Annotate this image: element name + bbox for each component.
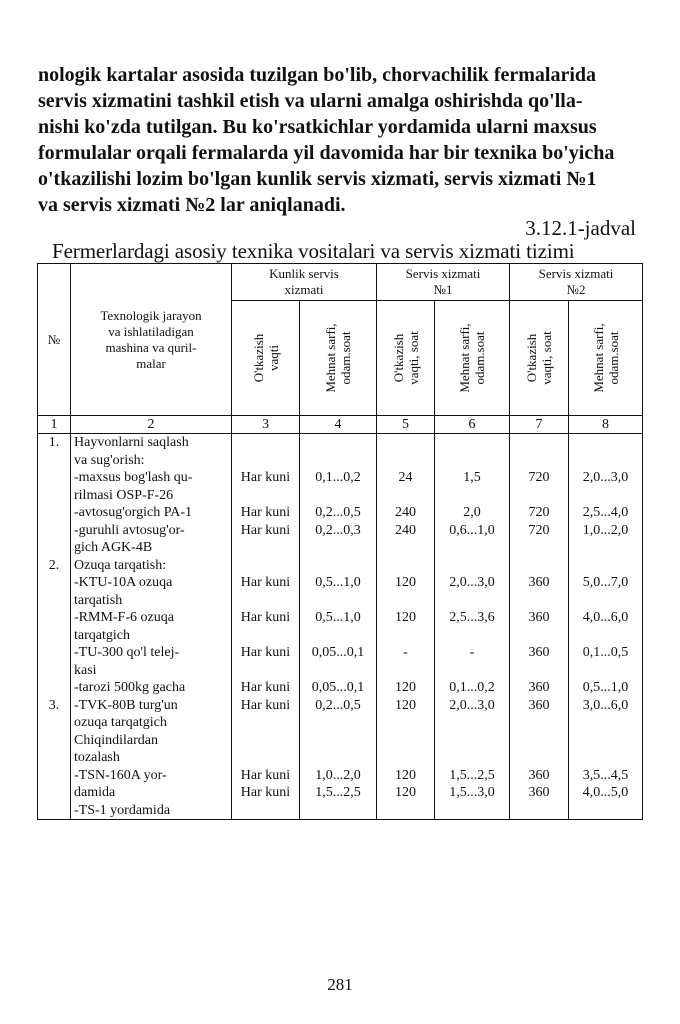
column-number-row — [38, 416, 643, 434]
cell-c8: 3,5...4,5 — [582, 767, 629, 783]
col-no — [38, 434, 71, 820]
vert-line: O'tkazish — [250, 333, 266, 383]
cell-c6 — [435, 592, 509, 610]
cell-c7: 360 — [528, 680, 550, 695]
cell-name: -maxsus bog'lash qu- — [74, 470, 193, 485]
vert-line: odam.soat — [472, 331, 487, 385]
cell-c7 — [510, 557, 568, 575]
cell-c8: 2,0...3,0 — [582, 470, 629, 485]
cell-c3 — [232, 487, 299, 505]
col-s1-labor — [435, 434, 510, 820]
cell-c5 — [377, 487, 434, 505]
cell-c3 — [232, 434, 299, 452]
cell-c5: 24 — [398, 470, 413, 485]
paragraph-line: servis xizmatini tashkil etish va ularni amalga oshirishda qo'lla- — [38, 90, 583, 112]
cell-c4 — [300, 557, 376, 575]
cell-c6: 0,6...1,0 — [449, 522, 495, 538]
cell-c3 — [232, 592, 299, 610]
cell-no — [38, 679, 70, 697]
cell-c3 — [232, 627, 299, 645]
cell-name: -avtosug'orgich PA-1 — [74, 505, 193, 520]
cell-c8 — [569, 487, 642, 505]
cell-c5 — [377, 539, 434, 557]
cell-no — [38, 784, 70, 802]
cell-c5: 120 — [395, 575, 416, 590]
cell-c8: 4,0...5,0 — [582, 785, 629, 800]
cell-no — [38, 749, 70, 767]
header-line: Kunlik servis — [269, 266, 339, 281]
header-no: № — [38, 264, 71, 416]
cell-name: -tarozi 500kg gacha — [74, 680, 186, 695]
cell-c6 — [435, 662, 509, 680]
cell-c8 — [569, 802, 642, 820]
cell-name: -TS-1 yordamida — [74, 802, 171, 818]
service-table — [37, 263, 643, 820]
cell-c8 — [569, 592, 642, 610]
cell-name: Ozuqa tarqatish: — [74, 557, 167, 573]
cell-c5 — [377, 732, 434, 750]
cell-name: -TVK-80B turg'un — [74, 697, 178, 713]
cell-c4: 0,5...1,0 — [315, 575, 361, 590]
cell-c3: Har kuni — [240, 505, 291, 520]
header-line: Servis xizmati — [538, 266, 614, 281]
cell-c7: 720 — [528, 470, 550, 485]
header-line: xizmati — [284, 282, 324, 297]
cell-no — [38, 802, 70, 820]
cell-c5 — [377, 662, 434, 680]
cell-no — [38, 609, 70, 627]
cell-c7: 360 — [528, 575, 550, 590]
cell-c8: 4,0...6,0 — [582, 610, 629, 625]
vert-line: Mehnat sarfi, — [590, 323, 606, 393]
cell-c8 — [569, 539, 642, 557]
cell-c4 — [300, 592, 376, 610]
cell-c8: 0,5...1,0 — [582, 680, 629, 695]
cell-c3: Har kuni — [240, 785, 291, 800]
cell-name: Hayvonlarni saqlash — [74, 435, 189, 450]
cell-name: ozuqa tarqatgich — [74, 715, 167, 730]
cell-c4 — [300, 627, 376, 645]
cell-c7: 360 — [528, 610, 550, 625]
cell-c5: - — [403, 645, 408, 660]
cell-c8 — [569, 557, 642, 575]
cell-c8 — [569, 434, 642, 452]
cell-c3: Har kuni — [240, 522, 291, 538]
cell-c5 — [377, 452, 434, 470]
cell-c4: 0,1...0,2 — [315, 470, 361, 485]
cell-c5 — [377, 749, 434, 767]
cell-c7 — [510, 802, 568, 820]
header-line: №1 — [433, 282, 453, 297]
vert-line: vaqti — [265, 345, 281, 371]
cell-no — [38, 767, 70, 785]
cell-no — [38, 644, 70, 662]
cell-c3 — [232, 557, 299, 575]
cell-c4 — [300, 749, 376, 767]
cell-c7 — [510, 732, 568, 750]
cell-name: damida — [74, 785, 116, 800]
paragraph-line: o'tkazilishi lozim bo'lgan kunlik servis xizmati, servis xizmati №1 — [38, 168, 597, 190]
col-daily-labor — [300, 434, 377, 820]
col-s2-labor — [569, 434, 643, 820]
header-daily-labor — [300, 301, 377, 416]
paragraph-line: nologik kartalar asosida tuzilgan bo'lib, chorvachilik fermalarida — [38, 64, 597, 86]
cell-c3: Har kuni — [240, 575, 291, 590]
cell-c5 — [377, 627, 434, 645]
cell-c3 — [232, 732, 299, 750]
col-name — [71, 434, 232, 820]
cell-c6 — [435, 487, 509, 505]
cell-c5 — [377, 714, 434, 732]
body-paragraph — [38, 62, 642, 218]
cell-name: kasi — [74, 662, 97, 678]
paragraph-line: va servis xizmati №2 lar aniqlanadi. — [38, 194, 346, 216]
cell-name: Chiqindilardan — [74, 732, 158, 748]
cell-c3: Har kuni — [240, 767, 291, 783]
cell-c6: 2,0...3,0 — [449, 697, 495, 713]
cell-c6 — [435, 749, 509, 767]
header-process-line: va ishlatiladigan — [108, 323, 194, 339]
cell-c6: 2,0...3,0 — [449, 575, 495, 590]
paragraph-line: formulalar orqali fermalarda yil davomida har bir texnika bo'yicha — [38, 142, 615, 164]
cell-no — [38, 452, 70, 470]
cell-c4 — [300, 662, 376, 680]
cell-c7 — [510, 627, 568, 645]
col-s2-time — [510, 434, 569, 820]
table-number: 3.12.1-jadval — [525, 216, 636, 240]
table-body — [38, 434, 643, 820]
cell-c6: 1,5...3,0 — [449, 785, 495, 800]
cell-c4: 0,05...0,1 — [311, 645, 365, 660]
cell-no — [38, 487, 70, 505]
col-s1-time — [377, 434, 435, 820]
cell-c6: - — [469, 645, 475, 660]
vert-line: O'tkazish — [390, 333, 406, 383]
cell-c4: 0,5...1,0 — [315, 610, 361, 625]
header-process-line: mashina va quril- — [105, 339, 197, 355]
header-daily-time — [232, 301, 300, 416]
cell-name: -TSN-160A yor- — [74, 767, 167, 783]
cell-no — [38, 662, 70, 680]
table-title: Fermerlardagi asosiy texnika vositalari va servis xizmati tizimi — [52, 239, 575, 263]
cell-no — [38, 732, 70, 750]
cell-c5: 240 — [395, 522, 416, 538]
cell-c3 — [232, 749, 299, 767]
cell-c4 — [300, 487, 376, 505]
cell-c4 — [300, 802, 376, 820]
column-number: 8 — [569, 416, 643, 434]
cell-c5 — [377, 557, 434, 575]
cell-no — [38, 522, 70, 540]
cell-c3: Har kuni — [240, 610, 291, 625]
cell-c4 — [300, 732, 376, 750]
header-service-1 — [377, 264, 510, 301]
cell-c6: 0,1...0,2 — [449, 680, 495, 695]
column-number: 3 — [232, 416, 300, 434]
col-daily-time — [232, 434, 300, 820]
cell-name: tarqatgich — [74, 627, 130, 643]
column-number: 2 — [71, 416, 232, 434]
header-s1-labor — [435, 301, 510, 416]
cell-c4 — [300, 452, 376, 470]
cell-c6 — [435, 732, 509, 750]
cell-c8 — [569, 662, 642, 680]
header-s2-time — [510, 301, 569, 416]
cell-c3 — [232, 802, 299, 820]
vert-line: O'tkazish — [524, 333, 539, 383]
header-s2-labor — [569, 301, 643, 416]
cell-no — [38, 504, 70, 522]
cell-no — [38, 592, 70, 610]
header-process — [71, 264, 232, 416]
cell-c8: 3,0...6,0 — [582, 697, 629, 713]
cell-c6: 1,5...2,5 — [449, 767, 495, 783]
cell-c6: 1,5 — [463, 470, 481, 485]
header-process-line: malar — [136, 355, 166, 371]
cell-c5 — [377, 434, 434, 452]
cell-c7 — [510, 487, 568, 505]
cell-c4: 0,2...0,3 — [315, 522, 361, 538]
vert-line: vaqti, soat — [405, 331, 421, 385]
cell-no: 1. — [48, 435, 60, 450]
cell-c5 — [377, 802, 434, 820]
column-number: 6 — [435, 416, 510, 434]
header-s1-time — [377, 301, 435, 416]
cell-name: tozalash — [74, 750, 120, 765]
cell-c6 — [435, 627, 509, 645]
cell-no — [38, 574, 70, 592]
cell-name: -TU-300 qo'l telej- — [74, 645, 180, 660]
cell-c7: 720 — [528, 522, 550, 538]
cell-c4: 1,5...2,5 — [315, 785, 361, 800]
cell-no — [38, 714, 70, 732]
cell-c7 — [510, 749, 568, 767]
vert-line: Mehnat sarfi, — [323, 323, 338, 393]
cell-c4 — [300, 714, 376, 732]
cell-c3: Har kuni — [240, 697, 291, 713]
cell-c5: 240 — [395, 505, 416, 520]
page-number: 281 — [327, 975, 353, 994]
cell-c6 — [435, 452, 509, 470]
vert-line: Mehnat sarfi, — [457, 323, 472, 393]
cell-c6 — [435, 557, 509, 575]
cell-c3: Har kuni — [240, 645, 291, 660]
cell-c6 — [435, 434, 509, 452]
cell-c8 — [569, 452, 642, 470]
cell-c7 — [510, 539, 568, 557]
cell-c8 — [569, 627, 642, 645]
cell-c7: 720 — [528, 505, 550, 520]
column-number: 5 — [377, 416, 435, 434]
header-line: Servis xizmati — [405, 266, 481, 281]
vert-line: odam.soat — [338, 331, 353, 385]
cell-no: 2. — [48, 557, 60, 573]
cell-c5: 120 — [395, 610, 416, 625]
header-daily-service — [232, 264, 377, 301]
cell-no — [38, 627, 70, 645]
cell-no — [38, 539, 70, 557]
cell-c7 — [510, 434, 568, 452]
header-line: №2 — [566, 282, 586, 297]
cell-name: -KTU-10A ozuqa — [74, 575, 173, 590]
header-service-2 — [510, 264, 643, 301]
cell-c8: 2,5...4,0 — [582, 505, 629, 520]
cell-c7: 360 — [528, 645, 550, 660]
cell-name: tarqatish — [74, 592, 123, 608]
cell-c4: 1,0...2,0 — [315, 767, 361, 783]
cell-c3 — [232, 662, 299, 680]
cell-c4: 0,2...0,5 — [315, 505, 361, 520]
cell-name: -RMM-F-6 ozuqa — [74, 610, 174, 625]
cell-no: 3. — [48, 697, 60, 713]
cell-c3: Har kuni — [240, 470, 291, 485]
cell-c5: 120 — [395, 767, 416, 783]
cell-c5 — [377, 592, 434, 610]
cell-c8 — [569, 714, 642, 732]
cell-c5: 120 — [395, 680, 416, 695]
header-process-line: Texnologik jarayon — [100, 307, 202, 323]
cell-c6: 2,5...3,6 — [449, 610, 495, 625]
cell-c6 — [435, 714, 509, 732]
column-number: 4 — [300, 416, 377, 434]
cell-c3 — [232, 452, 299, 470]
cell-c3 — [232, 539, 299, 557]
cell-name: gich AGK-4B — [74, 540, 153, 555]
cell-c6 — [435, 539, 509, 557]
cell-c8: 0,1...0,5 — [582, 645, 629, 660]
cell-c7: 360 — [528, 767, 550, 783]
cell-c4 — [300, 539, 376, 557]
column-number: 1 — [38, 416, 71, 434]
vert-line: odam.soat — [605, 331, 621, 385]
cell-no — [38, 469, 70, 487]
cell-c6: 2,0 — [463, 505, 481, 520]
cell-name: va sug'orish: — [74, 452, 145, 468]
cell-c8 — [569, 749, 642, 767]
cell-c3: Har kuni — [240, 680, 291, 695]
cell-c8: 5,0...7,0 — [582, 575, 629, 590]
cell-c7 — [510, 452, 568, 470]
cell-c4 — [300, 434, 376, 452]
cell-c8: 1,0...2,0 — [582, 522, 629, 538]
column-number: 7 — [510, 416, 569, 434]
cell-c5: 120 — [395, 785, 416, 800]
cell-name: rilmasi OSP-F-26 — [74, 487, 174, 503]
cell-c8 — [569, 732, 642, 750]
cell-c7 — [510, 662, 568, 680]
cell-c3 — [232, 714, 299, 732]
cell-name: -guruhli avtosug'or- — [74, 522, 185, 538]
cell-c5: 120 — [395, 697, 416, 713]
vert-line: vaqti, soat — [539, 331, 554, 385]
cell-c7 — [510, 714, 568, 732]
cell-c6 — [435, 802, 509, 820]
cell-c7 — [510, 592, 568, 610]
cell-c4: 0,2...0,5 — [315, 697, 361, 713]
paragraph-line: nishi ko'zda tutilgan. Bu ko'rsatkichlar yordamida ularni maxsus — [38, 116, 597, 138]
cell-c4: 0,05...0,1 — [311, 680, 365, 695]
cell-c7: 360 — [528, 785, 550, 800]
cell-c7: 360 — [528, 697, 550, 713]
